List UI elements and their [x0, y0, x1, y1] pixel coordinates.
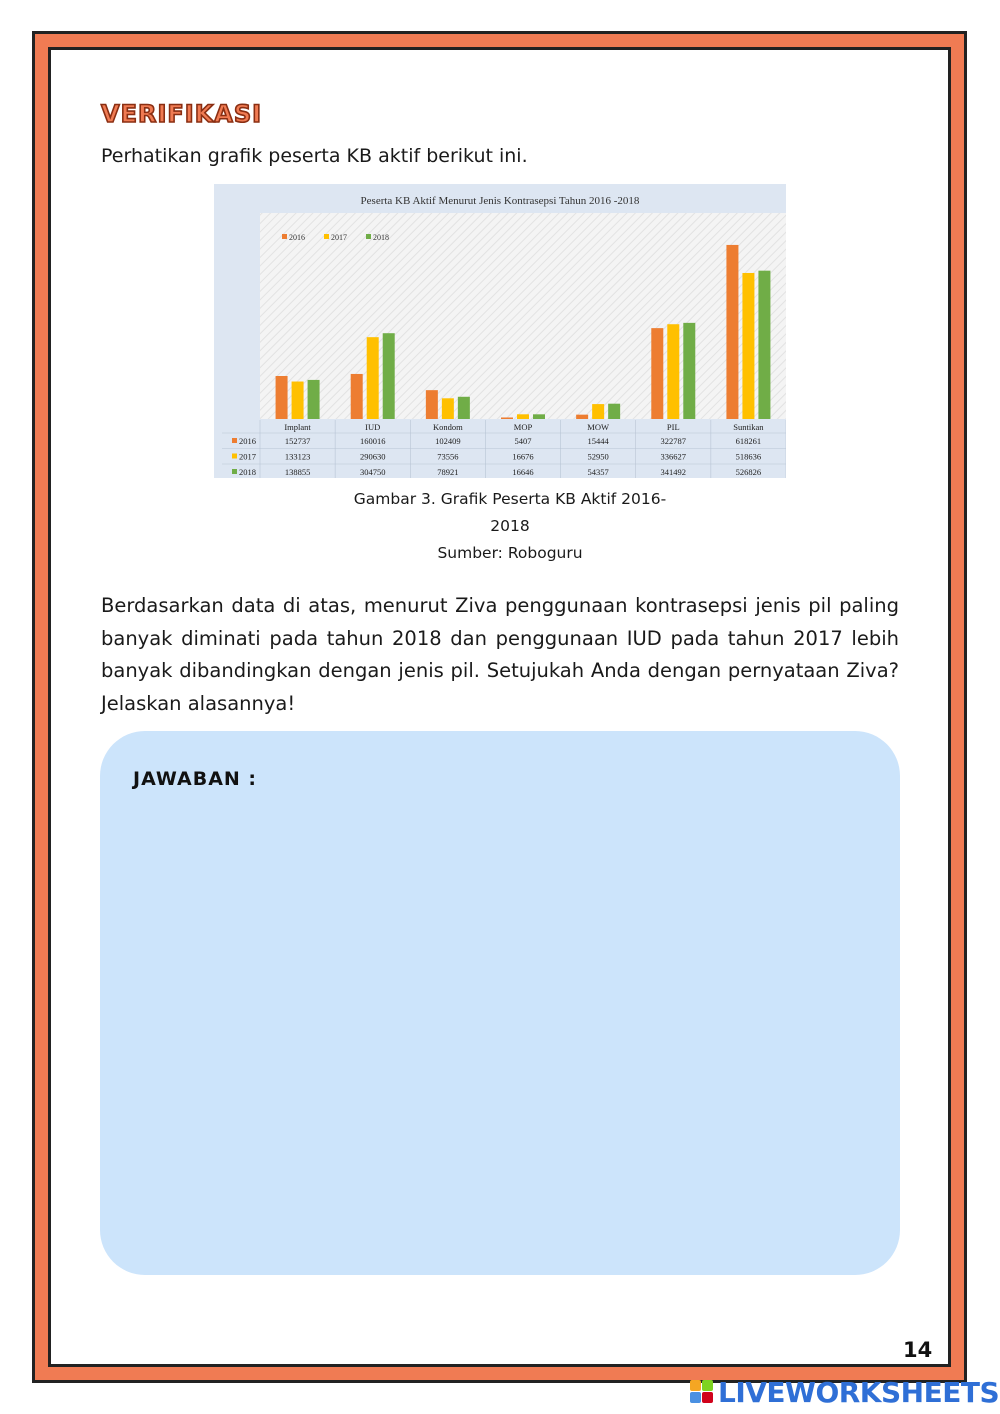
table-series-swatch [232, 454, 237, 459]
table-cell-value: 336627 [660, 451, 687, 462]
bar-chart [214, 184, 786, 478]
bar-implant-2018 [308, 380, 320, 419]
table-category-label: PIL [666, 422, 680, 432]
bar-pil-2017 [667, 324, 679, 419]
table-cell-value: 16676 [512, 451, 534, 462]
caption-line-2: 2018 [490, 517, 530, 535]
table-cell-value: 341492 [660, 467, 687, 477]
table-cell-value: 618261 [735, 436, 762, 446]
legend-swatch [366, 234, 371, 239]
intro-text: Perhatikan grafik peserta KB aktif berikut ini. [101, 145, 528, 167]
logo-square [702, 1392, 713, 1403]
bar-suntikan-2016 [726, 245, 738, 419]
logo-square [702, 1380, 713, 1391]
table-cell-value: 133123 [284, 451, 311, 462]
chart-title: Peserta KB Aktif Menurut Jenis Kontrasepsi Tahun 2016 -2018 [360, 195, 640, 207]
section-title: VERIFIKASI [101, 100, 263, 128]
table-series-swatch [232, 469, 237, 474]
bar-pil-2016 [651, 328, 663, 419]
table-cell-value: 526826 [735, 467, 762, 477]
legend-swatch [282, 234, 287, 239]
bar-implant-2017 [292, 382, 304, 419]
liveworksheets-logo-icon [690, 1380, 714, 1404]
bar-iud-2018 [383, 333, 395, 419]
table-series-label: 2018 [239, 467, 256, 477]
bar-pil-2018 [683, 323, 695, 419]
chart-data-table [222, 420, 786, 478]
table-category-label: Implant [284, 422, 311, 432]
chart-svg [214, 184, 786, 478]
bar-iud-2016 [351, 374, 363, 419]
logo-square [690, 1392, 701, 1403]
table-cell-value: 73556 [437, 451, 459, 462]
bar-suntikan-2017 [742, 273, 754, 419]
table-category-label: MOW [587, 422, 610, 432]
bar-kondom-2018 [458, 397, 470, 419]
liveworksheets-watermark[interactable] [690, 1373, 999, 1411]
table-cell-value: 304750 [359, 467, 386, 477]
table-series-label: 2017 [239, 451, 256, 462]
table-cell-value: 152737 [284, 436, 311, 446]
table-series-label: 2016 [239, 436, 256, 446]
table-cell-value: 52950 [587, 451, 609, 462]
bar-mow-2016 [576, 415, 588, 419]
question-text: Berdasarkan data di atas, menurut Ziva penggunaan kontrasepsi jenis pil paling banyak diminati pada tahun 2018 dan penggunaan IUD pada tahun 2017 lebih banyak dibandingkan dengan jenis pil. Setujukah Anda dengan pernyataan Ziva? Jelaskan alasannya! [101, 594, 899, 715]
table-category-label: Kondom [432, 422, 463, 432]
watermark-text: LIVEWORKSHEETS [718, 1375, 1000, 1409]
table-cell-value: 138855 [284, 467, 311, 477]
answer-label: JAWABAN : [133, 768, 258, 790]
table-cell-value: 102409 [435, 436, 461, 446]
table-category-label: IUD [365, 422, 381, 432]
table-category-label: MOP [513, 422, 533, 432]
caption-line-1: Gambar 3. Grafik Peserta KB Aktif 2016- [353, 490, 667, 508]
logo-square [690, 1380, 701, 1391]
table-series-swatch [232, 438, 237, 443]
bar-mop-2018 [533, 414, 545, 419]
bar-mow-2017 [592, 404, 604, 419]
answer-box[interactable] [100, 731, 900, 1275]
legend-label: 2018 [373, 233, 389, 242]
figure-caption [300, 486, 720, 567]
bar-suntikan-2018 [758, 271, 770, 419]
bar-mow-2018 [608, 404, 620, 419]
bar-mop-2017 [517, 414, 529, 419]
table-cell-value: 5407 [514, 436, 532, 446]
table-cell-value: 15444 [587, 436, 609, 446]
table-cell-value: 290630 [359, 451, 386, 462]
bar-mop-2016 [501, 417, 513, 419]
table-cell-value: 160016 [359, 436, 386, 446]
page-number: 14 [903, 1338, 933, 1362]
bar-implant-2016 [276, 376, 288, 419]
table-cell-value: 518636 [735, 451, 762, 462]
legend-swatch [324, 234, 329, 239]
bar-kondom-2016 [426, 390, 438, 419]
legend-label: 2016 [289, 233, 305, 242]
caption-source: Sumber: Roboguru [437, 544, 583, 562]
table-cell-value: 78921 [437, 467, 459, 477]
table-cell-value: 322787 [660, 436, 687, 446]
bar-kondom-2017 [442, 398, 454, 419]
table-cell-value: 54357 [587, 467, 609, 477]
legend-label: 2017 [331, 233, 347, 242]
table-cell-value: 16646 [512, 467, 534, 477]
bar-iud-2017 [367, 337, 379, 419]
chart-legend [282, 233, 389, 242]
plot-area [260, 213, 786, 419]
table-category-label: Suntikan [733, 422, 764, 432]
